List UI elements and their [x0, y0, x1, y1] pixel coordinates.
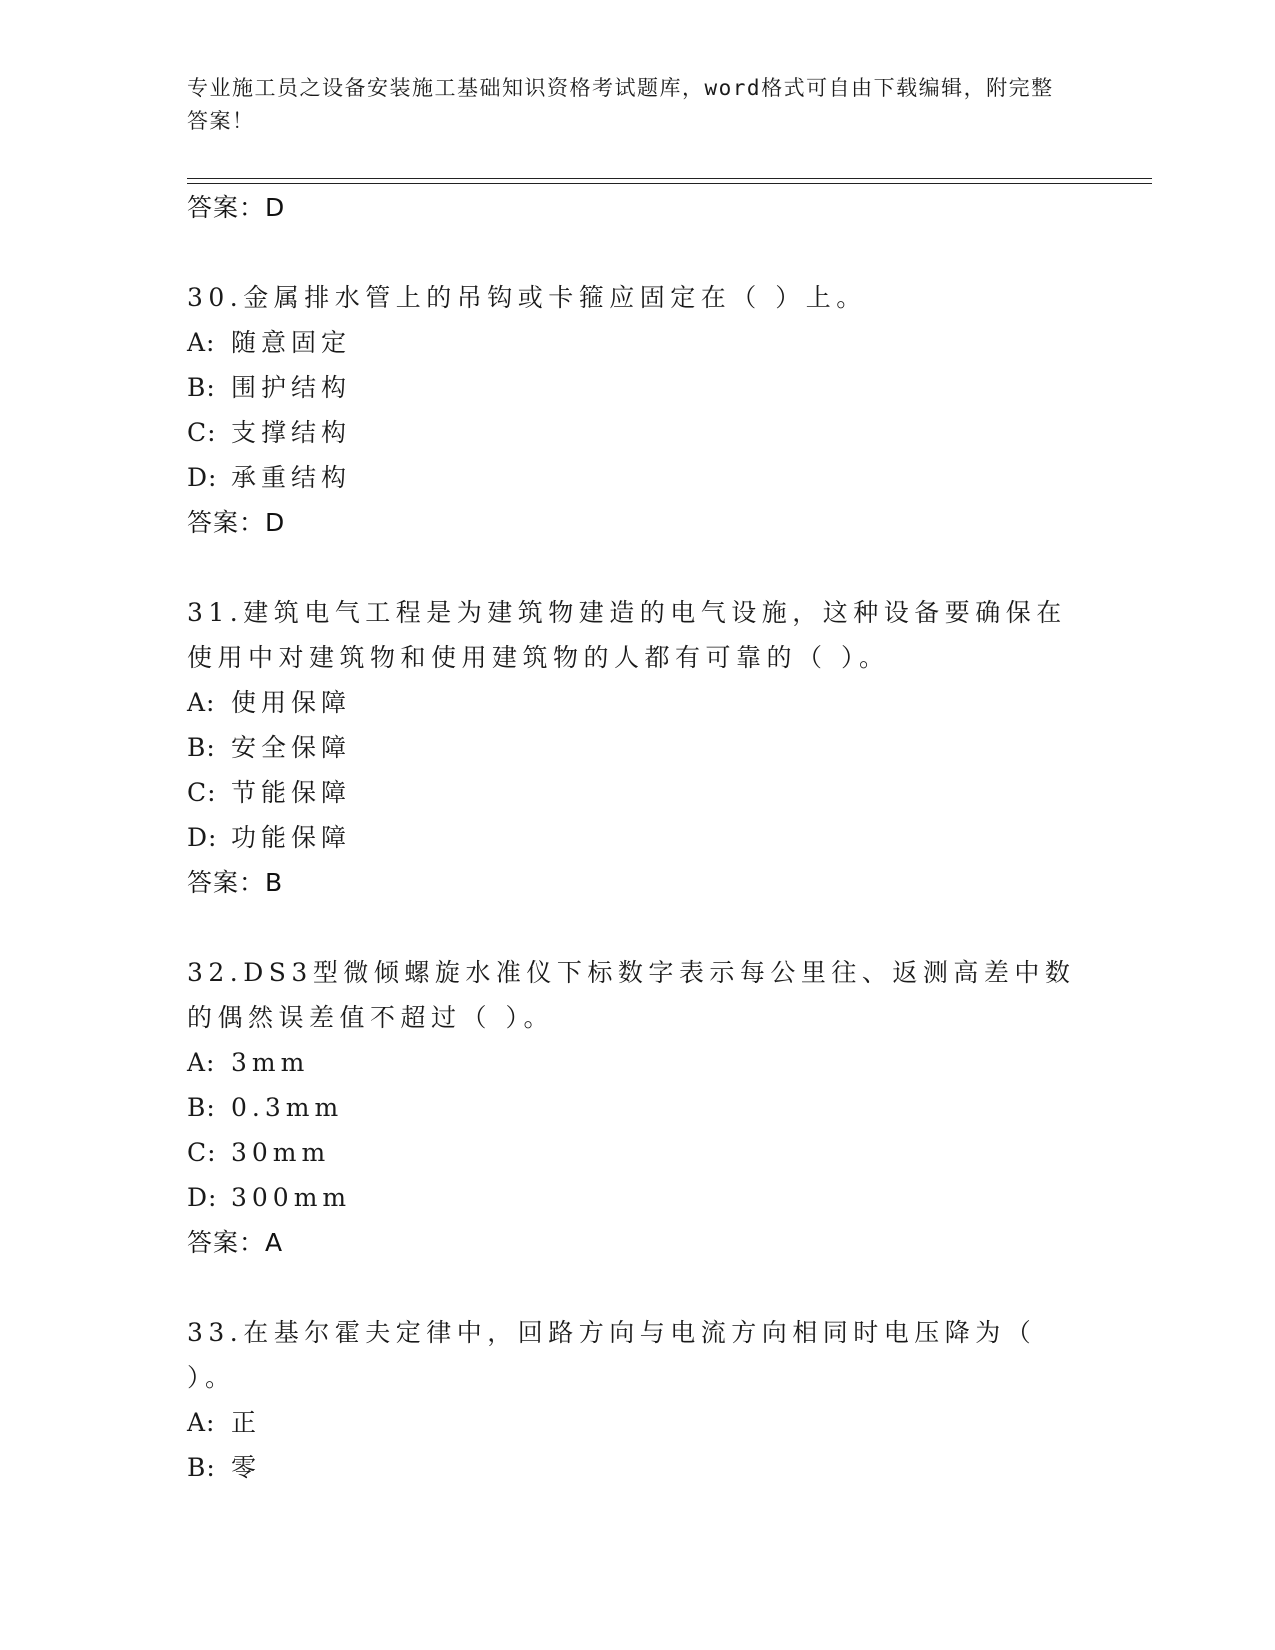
question-33 — [187, 1310, 1087, 1490]
option-letter: A: — [187, 688, 216, 717]
option-a — [187, 320, 1087, 365]
option-text: 随意固定 — [231, 328, 352, 357]
option-letter: A: — [187, 1048, 216, 1077]
question-stem: 30.金属排水管上的吊钩或卡箍应固定在（ ）上。 — [187, 283, 867, 312]
option-text: 围护结构 — [231, 373, 352, 402]
option-c — [187, 770, 1087, 815]
option-letter: D: — [187, 463, 218, 492]
question-30 — [187, 275, 1087, 545]
option-letter: A: — [187, 328, 216, 357]
option-a — [187, 1040, 1087, 1085]
answer-line: 答案：A — [187, 1228, 284, 1257]
option-text: 300mm — [231, 1183, 352, 1212]
option-text: 承重结构 — [231, 463, 352, 492]
option-letter: B: — [187, 733, 216, 762]
question-stem: 33.在基尔霍夫定律中，回路方向与电流方向相同时电压降为（ ）。 — [187, 1318, 1037, 1392]
option-text: 支撑结构 — [231, 418, 352, 447]
option-d — [187, 815, 1087, 860]
option-letter: D: — [187, 1183, 218, 1212]
question-31 — [187, 590, 1087, 905]
header-divider-top — [187, 178, 1152, 179]
option-text: 节能保障 — [231, 778, 352, 807]
option-text: 安全保障 — [231, 733, 352, 762]
option-b — [187, 1085, 1087, 1130]
option-c — [187, 1130, 1087, 1175]
option-b — [187, 725, 1087, 770]
question-32 — [187, 950, 1087, 1265]
option-text: 30mm — [231, 1138, 331, 1167]
option-text: 使用保障 — [231, 688, 352, 717]
option-text: 功能保障 — [231, 823, 352, 852]
option-letter: C: — [187, 418, 217, 447]
header-divider-bottom — [187, 183, 1152, 184]
previous-answer: 答案：D — [187, 193, 286, 222]
option-letter: B: — [187, 1093, 216, 1122]
option-letter: C: — [187, 1138, 217, 1167]
option-text: 3mm — [231, 1048, 310, 1077]
option-d — [187, 455, 1087, 500]
question-stem: 31.建筑电气工程是为建筑物建造的电气设施，这种设备要确保在使用中对建筑物和使用建筑物的人都有可靠的（ ）。 — [187, 598, 1067, 672]
option-letter: B: — [187, 373, 216, 402]
answer-line: 答案：B — [187, 868, 284, 897]
option-d — [187, 1175, 1087, 1220]
option-a — [187, 680, 1087, 725]
answer-line: 答案：D — [187, 508, 286, 537]
option-a — [187, 1400, 1087, 1445]
option-letter: D: — [187, 823, 218, 852]
option-letter: B: — [187, 1453, 216, 1482]
option-b — [187, 1445, 1087, 1490]
option-text: 0.3mm — [231, 1093, 344, 1122]
page-header: 专业施工员之设备安装施工基础知识资格考试题库，word格式可自由下载编辑，附完整答案！ — [187, 76, 1054, 133]
option-letter: A: — [187, 1408, 216, 1437]
option-c — [187, 410, 1087, 455]
question-stem: 32.DS3型微倾螺旋水准仪下标数字表示每公里往、返测高差中数的偶然误差值不超过（ ）。 — [187, 958, 1076, 1032]
option-b — [187, 365, 1087, 410]
question-list — [187, 185, 1087, 1490]
option-text: 零 — [231, 1453, 262, 1482]
option-letter: C: — [187, 778, 217, 807]
option-text: 正 — [231, 1408, 262, 1437]
